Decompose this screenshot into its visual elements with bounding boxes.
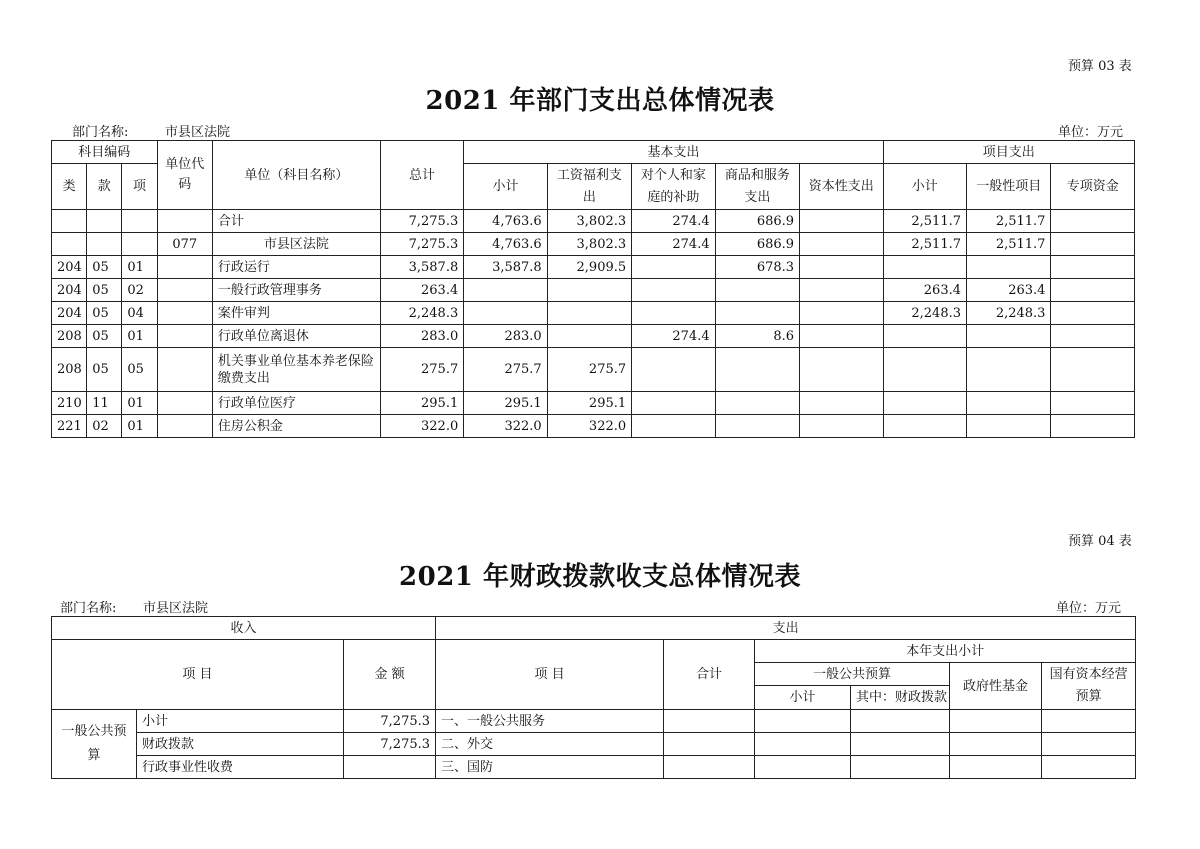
header-expense: 支出 bbox=[436, 617, 1136, 640]
cell-lei: 210 bbox=[52, 392, 87, 415]
cell-lei bbox=[52, 233, 87, 256]
unit-label: 单位：万元 bbox=[1058, 125, 1124, 140]
header-kuan: 款 bbox=[87, 164, 122, 210]
header-project-expenditure: 项目支出 bbox=[883, 141, 1134, 164]
cell-capital bbox=[800, 325, 884, 348]
cell-total: 7,275.3 bbox=[380, 210, 463, 233]
cell-general-project: 2,248.3 bbox=[967, 302, 1051, 325]
cell-goods-services: 686.9 bbox=[715, 233, 799, 256]
cell-personal-subsidy bbox=[632, 302, 715, 325]
cell-kuan bbox=[87, 233, 122, 256]
page-title-2: 2021 年财政拨款收支总体情况表 bbox=[399, 562, 801, 592]
cell-goods-services bbox=[715, 415, 799, 438]
table-row bbox=[52, 210, 1135, 233]
cell-capital bbox=[800, 210, 884, 233]
cell-wages-welfare: 2,909.5 bbox=[547, 256, 631, 279]
cell-capital bbox=[800, 415, 884, 438]
cell-kuan: 11 bbox=[87, 392, 122, 415]
header-project-subtotal: 小计 bbox=[883, 164, 966, 210]
header-expense-item: 项 目 bbox=[436, 640, 664, 710]
cell-xiang bbox=[122, 233, 157, 256]
cell-wages-welfare: 295.1 bbox=[547, 392, 631, 415]
header-unit-name: 单位（科目名称） bbox=[212, 141, 380, 210]
cell-unit-name: 住房公积金 bbox=[212, 415, 380, 438]
header-unit-code: 单位代码 bbox=[157, 141, 212, 210]
cell-special-fund bbox=[1051, 210, 1135, 233]
cell-project-subtotal: 2,248.3 bbox=[883, 302, 966, 325]
cell-basic-subtotal: 322.0 bbox=[464, 415, 547, 438]
cell-wages-welfare: 3,802.3 bbox=[547, 233, 631, 256]
cell-lei: 221 bbox=[52, 415, 87, 438]
header-gpb-subtotal: 小计 bbox=[755, 686, 851, 710]
cell-unit-name: 行政运行 bbox=[212, 256, 380, 279]
income-amount bbox=[344, 756, 436, 779]
header-subject-code: 科目编码 bbox=[52, 141, 158, 164]
cell-unit-name: 案件审判 bbox=[212, 302, 380, 325]
cell-xiang: 01 bbox=[122, 325, 157, 348]
income-group-label: 一般公共预算 bbox=[52, 710, 137, 779]
expense-item: 二、外交 bbox=[436, 733, 664, 756]
cell-goods-services bbox=[715, 392, 799, 415]
cell-goods-services: 8.6 bbox=[715, 325, 799, 348]
header-income-amount: 金 额 bbox=[344, 640, 436, 710]
cell-special-fund bbox=[1051, 233, 1135, 256]
table-number-tag: 预算 03 表 bbox=[1068, 59, 1132, 74]
income-amount: 7,275.3 bbox=[344, 733, 436, 756]
cell-lei: 208 bbox=[52, 325, 87, 348]
cell-lei: 204 bbox=[52, 279, 87, 302]
expense-item: 三、国防 bbox=[436, 756, 664, 779]
cell-personal-subsidy bbox=[632, 348, 715, 392]
cell-capital bbox=[800, 302, 884, 325]
cell-unit-code bbox=[157, 302, 212, 325]
cell-kuan bbox=[87, 210, 122, 233]
cell-kuan: 02 bbox=[87, 415, 122, 438]
cell-xiang: 01 bbox=[122, 392, 157, 415]
dept-label: 部门名称: bbox=[72, 125, 129, 140]
cell-unit-code bbox=[157, 210, 212, 233]
cell-wages-welfare: 275.7 bbox=[547, 348, 631, 392]
cell-total: 3,587.8 bbox=[380, 256, 463, 279]
cell-personal-subsidy bbox=[632, 256, 715, 279]
expenditure-table bbox=[51, 140, 1135, 438]
income-item: 小计 bbox=[137, 710, 344, 733]
dept-name: 市县区法院 bbox=[165, 125, 231, 140]
cell-general-project bbox=[967, 415, 1051, 438]
cell-unit-code bbox=[157, 325, 212, 348]
cell-general-project: 263.4 bbox=[967, 279, 1051, 302]
cell-goods-services bbox=[715, 302, 799, 325]
cell-kuan: 05 bbox=[87, 256, 122, 279]
cell-total: 263.4 bbox=[380, 279, 463, 302]
cell-xiang: 01 bbox=[122, 256, 157, 279]
cell-basic-subtotal: 4,763.6 bbox=[464, 210, 547, 233]
cell-personal-subsidy bbox=[632, 392, 715, 415]
cell-unit-code bbox=[157, 415, 212, 438]
cell-unit-code bbox=[157, 348, 212, 392]
header-wages-welfare: 工资福利支出 bbox=[547, 164, 631, 210]
cell-special-fund bbox=[1051, 279, 1135, 302]
cell-project-subtotal bbox=[883, 415, 966, 438]
cell-general-project bbox=[967, 325, 1051, 348]
cell-project-subtotal bbox=[883, 256, 966, 279]
cell-wages-welfare bbox=[547, 302, 631, 325]
header-personal-subsidy: 对个人和家庭的补助 bbox=[632, 164, 715, 210]
cell-total: 275.7 bbox=[380, 348, 463, 392]
cell-goods-services bbox=[715, 279, 799, 302]
income-amount: 7,275.3 bbox=[344, 710, 436, 733]
cell-total: 2,248.3 bbox=[380, 302, 463, 325]
cell-basic-subtotal: 283.0 bbox=[464, 325, 547, 348]
table-number-tag-2: 预算 04 表 bbox=[1068, 534, 1132, 549]
cell-personal-subsidy bbox=[632, 279, 715, 302]
cell-unit-name: 行政单位离退休 bbox=[212, 325, 380, 348]
dept-name-2: 市县区法院 bbox=[143, 601, 209, 616]
cell-lei: 208 bbox=[52, 348, 87, 392]
header-xiang: 项 bbox=[122, 164, 157, 210]
cell-capital bbox=[800, 392, 884, 415]
table-row bbox=[52, 302, 1135, 325]
expense-item: 一、一般公共服务 bbox=[436, 710, 664, 733]
income-item: 财政拨款 bbox=[137, 733, 344, 756]
header-capital: 资本性支出 bbox=[800, 164, 884, 210]
dept-label-2: 部门名称: bbox=[60, 601, 117, 616]
fiscal-appropriation-table bbox=[51, 616, 1136, 779]
cell-total: 283.0 bbox=[380, 325, 463, 348]
cell-capital bbox=[800, 233, 884, 256]
header-income: 收入 bbox=[52, 617, 436, 640]
cell-personal-subsidy: 274.4 bbox=[632, 233, 715, 256]
cell-lei bbox=[52, 210, 87, 233]
table-row bbox=[52, 415, 1135, 438]
cell-goods-services: 686.9 bbox=[715, 210, 799, 233]
page-title: 2021 年部门支出总体情况表 bbox=[425, 86, 775, 116]
unit-label-2: 单位：万元 bbox=[1056, 601, 1122, 616]
cell-project-subtotal bbox=[883, 392, 966, 415]
cell-project-subtotal bbox=[883, 348, 966, 392]
cell-personal-subsidy bbox=[632, 415, 715, 438]
header-expense-total: 合计 bbox=[664, 640, 755, 710]
cell-wages-welfare bbox=[547, 279, 631, 302]
cell-total: 295.1 bbox=[380, 392, 463, 415]
cell-kuan: 05 bbox=[87, 302, 122, 325]
cell-wages-welfare: 3,802.3 bbox=[547, 210, 631, 233]
cell-project-subtotal: 2,511.7 bbox=[883, 210, 966, 233]
header-gpb-fiscal: 其中：财政拨款 bbox=[851, 686, 950, 710]
cell-unit-code bbox=[157, 279, 212, 302]
cell-kuan: 05 bbox=[87, 279, 122, 302]
header-year-subtotal: 本年支出小计 bbox=[755, 640, 1136, 663]
income-item: 行政事业性收费 bbox=[137, 756, 344, 779]
cell-goods-services bbox=[715, 348, 799, 392]
cell-unit-name: 行政单位医疗 bbox=[212, 392, 380, 415]
cell-special-fund bbox=[1051, 256, 1135, 279]
cell-total: 7,275.3 bbox=[380, 233, 463, 256]
cell-basic-subtotal: 3,587.8 bbox=[464, 256, 547, 279]
table-row bbox=[52, 348, 1135, 392]
cell-special-fund bbox=[1051, 392, 1135, 415]
cell-basic-subtotal: 4,763.6 bbox=[464, 233, 547, 256]
cell-project-subtotal: 263.4 bbox=[883, 279, 966, 302]
cell-goods-services: 678.3 bbox=[715, 256, 799, 279]
cell-project-subtotal bbox=[883, 325, 966, 348]
cell-unit-code bbox=[157, 392, 212, 415]
cell-unit-name: 市县区法院 bbox=[212, 233, 380, 256]
cell-special-fund bbox=[1051, 302, 1135, 325]
header-lei: 类 bbox=[52, 164, 87, 210]
cell-basic-subtotal bbox=[464, 302, 547, 325]
cell-basic-subtotal: 275.7 bbox=[464, 348, 547, 392]
cell-lei: 204 bbox=[52, 256, 87, 279]
cell-unit-name: 机关事业单位基本养老保险缴费支出 bbox=[212, 348, 380, 392]
cell-xiang: 01 bbox=[122, 415, 157, 438]
cell-total: 322.0 bbox=[380, 415, 463, 438]
cell-capital bbox=[800, 256, 884, 279]
cell-kuan: 05 bbox=[87, 325, 122, 348]
cell-general-project bbox=[967, 256, 1051, 279]
header-goods-services: 商品和服务支出 bbox=[715, 164, 799, 210]
table-row bbox=[52, 233, 1135, 256]
cell-general-project: 2,511.7 bbox=[967, 233, 1051, 256]
header-total: 总计 bbox=[380, 141, 463, 210]
cell-xiang: 05 bbox=[122, 348, 157, 392]
header-basic-expenditure: 基本支出 bbox=[464, 141, 883, 164]
cell-project-subtotal: 2,511.7 bbox=[883, 233, 966, 256]
cell-unit-code: 077 bbox=[157, 233, 212, 256]
header-general-project: 一般性项目 bbox=[967, 164, 1051, 210]
header-basic-subtotal: 小计 bbox=[464, 164, 547, 210]
table-row bbox=[52, 392, 1135, 415]
cell-basic-subtotal bbox=[464, 279, 547, 302]
header-gov-fund: 政府性基金 bbox=[950, 663, 1042, 710]
cell-xiang: 04 bbox=[122, 302, 157, 325]
table-row bbox=[52, 256, 1135, 279]
header-state-capital: 国有资本经营预算 bbox=[1042, 663, 1136, 710]
cell-unit-code bbox=[157, 256, 212, 279]
cell-wages-welfare bbox=[547, 325, 631, 348]
header-general-public-budget: 一般公共预算 bbox=[755, 663, 950, 686]
cell-personal-subsidy: 274.4 bbox=[632, 210, 715, 233]
cell-basic-subtotal: 295.1 bbox=[464, 392, 547, 415]
cell-wages-welfare: 322.0 bbox=[547, 415, 631, 438]
cell-special-fund bbox=[1051, 325, 1135, 348]
table-row bbox=[52, 279, 1135, 302]
header-income-item: 项 目 bbox=[52, 640, 344, 710]
cell-general-project: 2,511.7 bbox=[967, 210, 1051, 233]
cell-xiang: 02 bbox=[122, 279, 157, 302]
cell-general-project bbox=[967, 348, 1051, 392]
cell-personal-subsidy: 274.4 bbox=[632, 325, 715, 348]
cell-capital bbox=[800, 348, 884, 392]
cell-kuan: 05 bbox=[87, 348, 122, 392]
cell-unit-name: 一般行政管理事务 bbox=[212, 279, 380, 302]
cell-general-project bbox=[967, 392, 1051, 415]
table-row bbox=[52, 325, 1135, 348]
cell-special-fund bbox=[1051, 415, 1135, 438]
cell-unit-name: 合计 bbox=[212, 210, 380, 233]
cell-lei: 204 bbox=[52, 302, 87, 325]
header-special-fund: 专项资金 bbox=[1051, 164, 1135, 210]
cell-special-fund bbox=[1051, 348, 1135, 392]
cell-capital bbox=[800, 279, 884, 302]
cell-xiang bbox=[122, 210, 157, 233]
